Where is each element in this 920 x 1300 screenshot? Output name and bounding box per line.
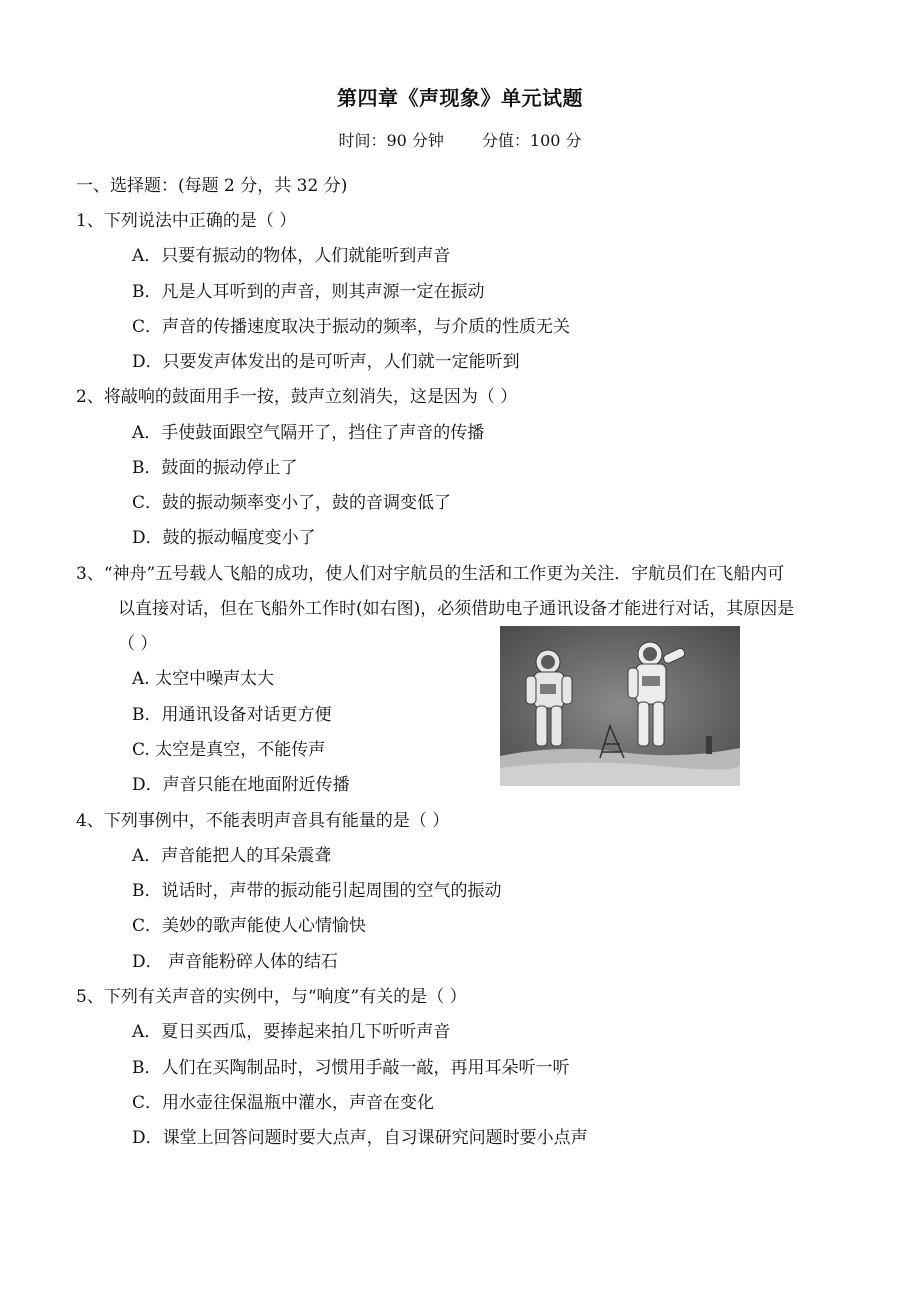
question-3-stem: 3、“神舟”五号载人飞船的成功，使人们对宇航员的生活和工作更为关注．宇航员们在飞船内可 [76, 564, 785, 584]
question-2-option-c: C．鼓的振动频率变小了，鼓的音调变低了 [132, 493, 452, 513]
question-1-option-d: D．只要发声体发出的是可听声，人们就一定能听到 [132, 352, 520, 372]
astronaut-photo [500, 626, 740, 786]
question-4-stem: 4、下列事例中，不能表明声音具有能量的是（ ） [76, 811, 450, 831]
question-3-answer-paren: （ ） [118, 634, 158, 654]
question-5-option-b: B．人们在买陶制品时，习惯用手敲一敲，再用耳朵听一听 [132, 1058, 570, 1078]
exam-score: 分值：100 分 [481, 131, 582, 150]
question-2-stem: 2、将敲响的鼓面用手一按，鼓声立刻消失，这是因为（ ） [76, 387, 518, 407]
question-4-option-a: A．声音能把人的耳朵震聋 [132, 846, 332, 866]
question-3-option-a: A. 太空中噪声太大 [132, 669, 275, 689]
section-heading: 一、选择题：(每题 2 分，共 32 分) [76, 176, 348, 196]
question-1-stem: 1、下列说法中正确的是（ ） [76, 211, 297, 231]
page-title: 第四章《声现象》单元试题 [337, 86, 583, 110]
question-4-option-b: B．说话时，声带的振动能引起周围的空气的振动 [132, 881, 502, 901]
astronaut-illustration [500, 626, 740, 786]
question-5-option-c: C．用水壶往保温瓶中灌水，声音在变化 [132, 1093, 435, 1113]
question-4-option-c: C．美妙的歌声能使人心情愉快 [132, 916, 367, 936]
question-3-option-b: B．用通讯设备对话更方便 [132, 705, 332, 725]
exam-time: 时间：90 分钟 [338, 131, 444, 150]
question-5-option-d: D．课堂上回答问题时要大点声，自习课研究问题时要小点声 [132, 1128, 588, 1148]
question-5-stem: 5、下列有关声音的实例中，与“响度”有关的是（ ） [76, 987, 467, 1007]
question-1-option-c: C．声音的传播速度取决于振动的频率，与介质的性质无关 [132, 317, 571, 337]
question-1-option-b: B．凡是人耳听到的声音，则其声源一定在振动 [132, 282, 485, 302]
question-3-option-d: D．声音只能在地面附近传播 [132, 775, 350, 795]
question-3-option-c: C. 太空是真空，不能传声 [132, 740, 326, 760]
exam-info [0, 128, 920, 151]
question-1-option-a: A．只要有振动的物体，人们就能听到声音 [132, 246, 451, 266]
question-2-option-b: B．鼓面的振动停止了 [132, 458, 298, 478]
question-4-option-d: D． 声音能粉碎人体的结石 [132, 952, 339, 972]
question-2-option-d: D．鼓的振动幅度变小了 [132, 528, 316, 548]
question-3-stem-continued: 以直接对话，但在飞船外工作时(如右图)，必须借助电子通讯设备才能进行对话，其原因是 [118, 599, 795, 619]
question-2-option-a: A．手使鼓面跟空气隔开了，挡住了声音的传播 [132, 423, 485, 443]
question-5-option-a: A．夏日买西瓜，要捧起来拍几下听听声音 [132, 1022, 451, 1042]
